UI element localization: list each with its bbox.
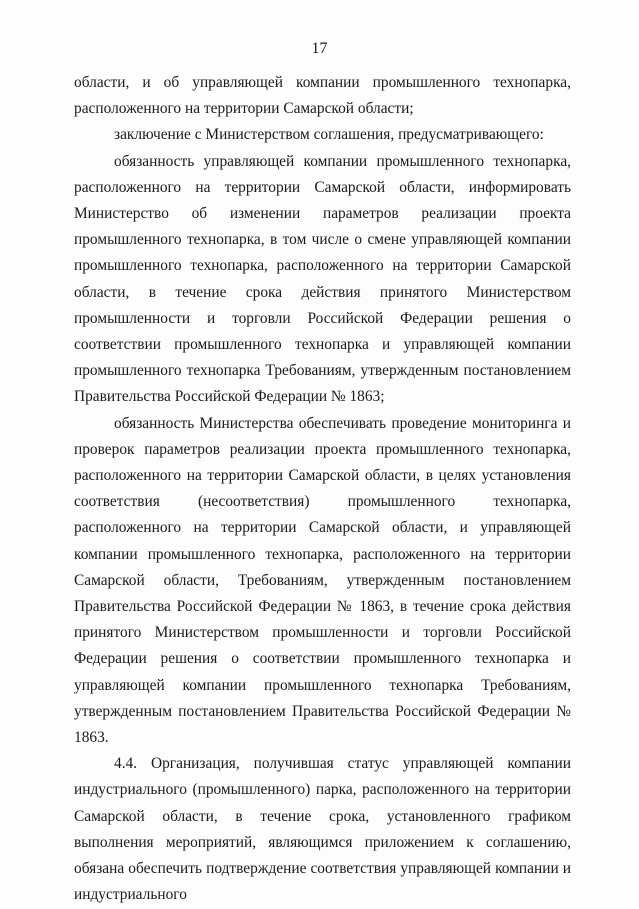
- paragraph-3: обязанность управляющей компании промышленного технопарка, расположенного на территории Самарской области, информировать Министерство об изменении параметров реализации проекта промышленного технопарка, в том числе о смене управляющей компании промышленного технопарка, расположенного на территории Самарской области, в течение срока действия принятого Министерством промышленности и торговли Российской Федерации решения о соответствии промышленного технопарка и управляющей компании промышленного технопарка Требованиям, утвержденным постановлением Правительства Российской Федерации № 1863;: [74, 152, 571, 406]
- paragraph-2: заключение с Министерством соглашения, предусматривающего:: [114, 126, 544, 144]
- paragraph-1: области, и об управляющей компании промышленного технопарка, расположенного на территории Самарской области;: [74, 74, 571, 118]
- paragraph-4: обязанность Министерства обеспечивать проведение мониторинга и проверок параметров реализации проекта промышленного технопарка, расположенного на территории Самарской области, в целях установления соответствия (несоответствия) промышленного технопарка, расположенного на территории Самарской области, и управляющей компании промышленного технопарка, расположенного на территории Самарской области, Требованиям, утвержденным постановлением Правительства Российской Федерации № 1863, в течение срока действия принятого Министерством промышленности и торговли Российской Федерации решения о соответствии промышленного технопарка и управляющей компании промышленного технопарка Требованиям, утвержденным постановлением Правительства Российской Федерации № 1863.: [74, 414, 571, 747]
- document-body: [74, 70, 571, 909]
- paragraph-5: 4.4. Организация, получившая статус управляющей компании индустриального (промышленного) парка, расположенного на территории Самарской области, в течение срока, установленного графиком выполнения мероприятий, являющимся приложением к соглашению, обязана обеспечить подтверждение соответствия управляющей компании и индустриального: [74, 755, 571, 904]
- page-number: 17: [311, 40, 328, 57]
